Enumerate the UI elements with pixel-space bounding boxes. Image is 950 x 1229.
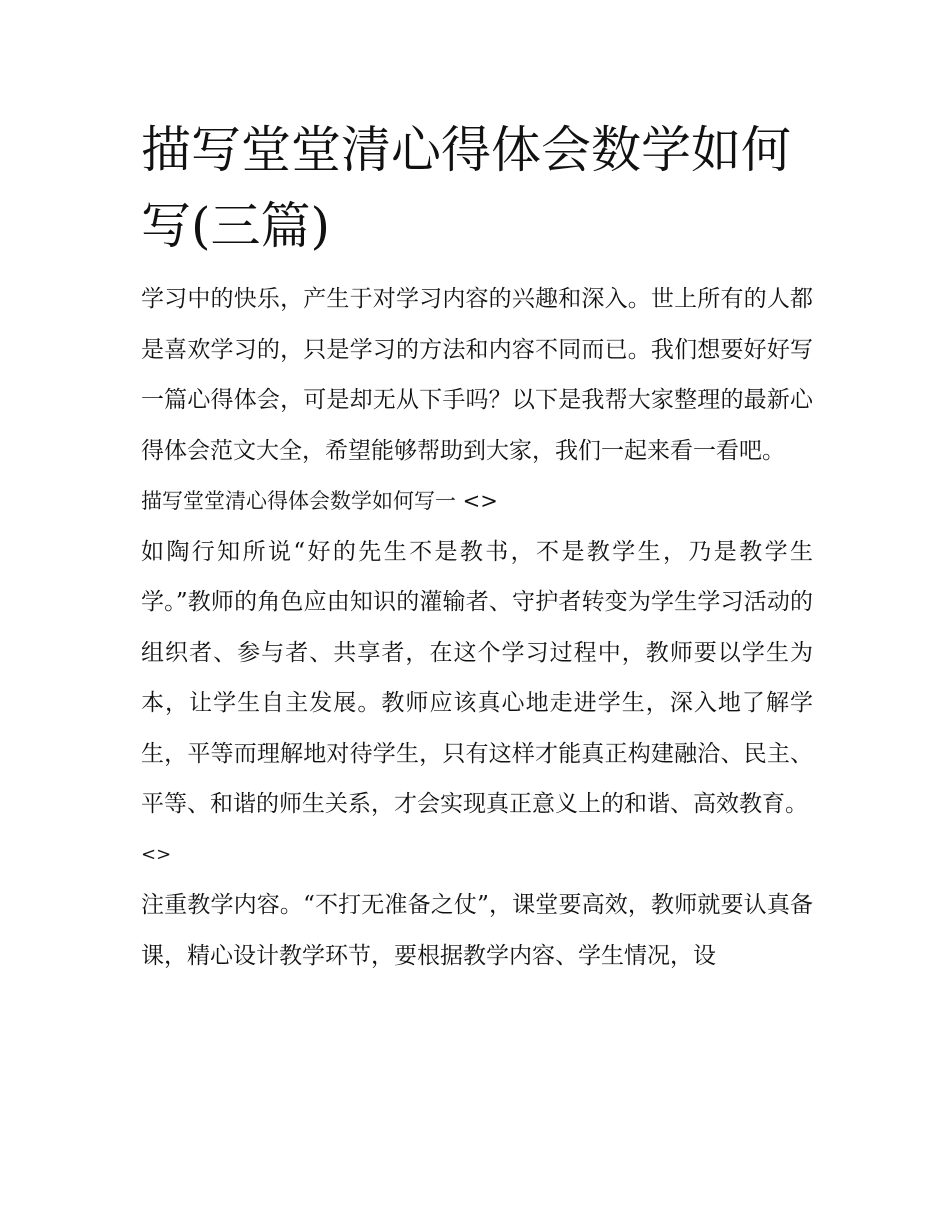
- intro-paragraph: 学习中的快乐，产生于对学习内容的兴趣和深入。世上所有的人都是喜欢学习的，只是学习的方法和内容不同而已。我们想要好好写一篇心得体会，可是却无从下手吗？以下是我帮大家整理的最新心得体会范文大全，希望能够帮助到大家，我们一起来看一看吧。: [141, 286, 813, 464]
- document-content: [141, 112, 813, 981]
- document-title: 描写堂堂清心得体会数学如何写(三篇): [141, 121, 791, 255]
- section-marker: <>: [141, 843, 172, 865]
- body-paragraph-2: 注重教学内容。“不打无准备之仗”，课堂要高效，教师就要认真备课，精心设计教学环节，要根据教学内容、学生情况，设: [141, 892, 813, 969]
- section-heading: 描写堂堂清心得体会数学如何写一 <>: [141, 489, 498, 513]
- title-spacer: [141, 264, 813, 274]
- body-paragraph-1: 如陶行知所说“好的先生不是教书，不是教学生，乃是教学生学。”教师的角色应由知识的灌输者、守护者转变为学生学习活动的组织者、参与者、共享者，在这个学习过程中，教师要以学生为本，让学生自主发展。教师应该真心地走进学生，深入地了解学生，平等而理解地对待学生，只有这样才能真正构建融洽、民主、平等、和谐的师生关系，才会实现真正意义上的和谐、高效教育。: [141, 538, 813, 817]
